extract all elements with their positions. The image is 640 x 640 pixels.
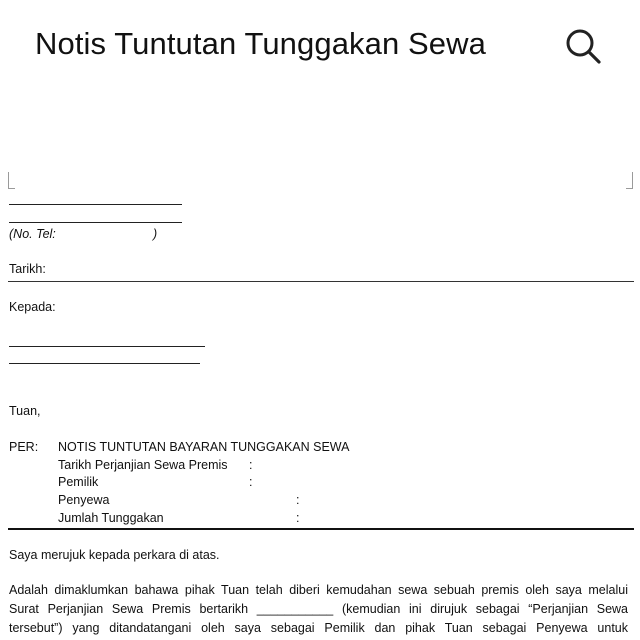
body-paragraph-line-1: Adalah dimaklumkan bahawa pihak Tuan telah diberi kemudahan sewa sebuah premis oleh saya melalui (9, 583, 628, 597)
sender-address-line[interactable] (9, 222, 182, 223)
subject-heading: NOTIS TUNTUTAN BAYARAN TUNGGAKAN SEWA (58, 440, 350, 454)
field-colon-tenant: : (296, 493, 300, 507)
subject-rule (8, 528, 634, 530)
field-label-tenant: Penyewa (58, 493, 110, 507)
app-title: Notis Tuntutan Tunggakan Sewa (35, 26, 486, 61)
sender-tel-close: ) (153, 227, 158, 241)
per-label: PER: (9, 440, 39, 454)
field-colon-arrears-amount: : (296, 511, 300, 525)
field-colon-owner: : (249, 475, 253, 489)
field-label-arrears-amount: Jumlah Tunggakan (58, 511, 164, 525)
field-colon-agreement-date: : (249, 458, 253, 472)
recipient-address-line[interactable] (9, 363, 200, 364)
intro-sentence: Saya merujuk kepada perkara di atas. (9, 548, 220, 562)
body-paragraph-line-2: Surat Perjanjian Sewa Premis bertarikh ___________ (kemudian ini dirujuk sebagai “Perjanjian Sewa (9, 602, 628, 616)
field-label-agreement-date: Tarikh Perjanjian Sewa Premis (58, 458, 228, 472)
sender-name-line[interactable] (9, 204, 182, 205)
sender-tel-label: (No. Tel: (9, 227, 56, 241)
recipient-label: Kepada: (9, 300, 56, 314)
recipient-name-line[interactable] (9, 346, 205, 347)
field-label-owner: Pemilik (58, 475, 99, 489)
salutation: Tuan, (9, 404, 41, 418)
body-paragraph-line-3: tersebut”) yang ditandatangani oleh saya sebagai Pemilik dan pihak Tuan sebagai Penyewa untuk (9, 621, 628, 635)
date-rule (8, 281, 634, 282)
date-label: Tarikh: (9, 262, 46, 276)
